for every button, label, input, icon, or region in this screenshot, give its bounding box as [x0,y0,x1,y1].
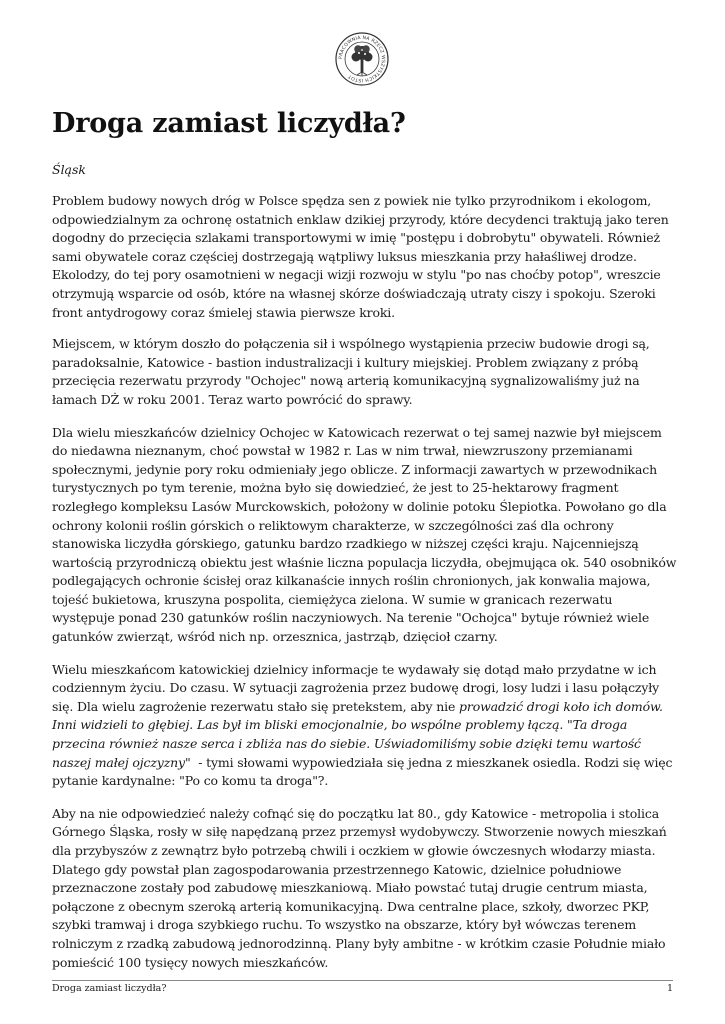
footer-divider [52,980,673,981]
footer-page-number: 1 [666,983,673,994]
logo-graphic [335,32,389,86]
paragraph-1: Problem budowy nowych dróg w Polsce spędza sen z powiek nie tylko przyrodnikom i ekologom, odpowiedzialnym za ochronę ostatnich enklaw dzikiej przyrody, które decydenci traktują jako teren dogodny do przecięcia szlakami transportowymi w imię "postępu i dobrobytu" obywateli. Również sami obywatele coraz częściej dostrzegają wątpliwy luksus mieszkania przy hałaśliwej drodze. Ekolodzy, do tej pory osamotnieni w negacji wizji rozwoju w stylu "po nas choćby potop", wreszcie otrzymują wsparcie od osób, które na własnej skórze doświadczają utraty ciszy i spokoju. Szeroki front antydrogowy coraz śmielej stawia pierwsze kroki. [52,193,669,320]
paragraph-2: Miejscem, w którym doszło do połączenia sił i wspólnego wystąpienia przeciw budowie drogi są, paradoksalnie, Katowice - bastion industralizacji i kultury miejskiej. Problem związany z próbą przecięcia rezerwatu przyrody "Ochojec" nową arterią komunikacyjną sygnalizowaliśmy już na łamach DŻ w roku 2001. Teraz warto powrócić do sprawy. [52,336,650,407]
paragraph-4-text-a: Wielu mieszkańcom katowickiej dzielnicy informacje te wydawały się dotąd mało przydatne w ich codziennym życiu. Do czasu. W sytuacji zagrożenia przez budowę drogi, losy ludzi i lasu połączyły się. Dla wielu zagrożenie rezerwatu stało się pretekstem, aby nie [52,661,660,714]
paragraph-4-text-b: - tymi słowami wypowiedziała się jedna z mieszkanek osiedla. Rodzi się więc pytanie kardynalne: "Po co komu ta droga"?. [52,754,677,789]
tree-seal-icon [335,32,389,86]
logo-ring-text: PRACOWNIA NA RZECZ WSZYSTKICH ISTOT [338,35,386,83]
paragraph-4-quote: prowadzić drogi koło ich domów. Inni widzieli to głębiej. Las był im bliski emocjonalnie, bo wspólne problemy łączą. "Ta droga przecina również nasze serca i zbliża nas do siebie. Uświadomiliśmy sobie dzięki temu wartość naszej małej ojczyzny" [52,698,663,770]
footer-title: Droga zamiast liczydła? [52,983,167,994]
article-region: Śląsk [52,162,87,177]
article-body [52,192,678,986]
paragraph-3: Dla wielu mieszkańców dzielnicy Ochojec w Katowicach rezerwat o tej samej nazwie był miejscem do niedawna nieznanym, choć powstał w 1982 r. Las w nim trwał, niewzruszony przemianami społecznymi, jedynie pory roku odmieniały jego oblicze. Z informacji zawartych w przewodnikach turystycznych po tym terenie, można było się dowiedzieć, że jest to 25-hektarowy fragment rozległego kompleksu Lasów Murckowskich, położony w dolinie potoku Ślepiotka. Powołano go dla ochrony kolonii roślin górskich o reliktowym charakterze, w szczególności zaś dla ochrony stanowiska liczydła górskiego, gatunku bardzo rzadkiego w niższej części kraju. Najcenniejszą wartością przyrodniczą obiektu jest właśnie liczna populacja liczydła, obejmująca ok. 540 osobników podlegających ochronie ścisłej oraz kilkanaście innych roślin chronionych, jak konwalia majowa, tojeść bukietowa, kruszyna pospolita, ciemiężyca zielona. W sumie w granicach rezerwatu występuje ponad 230 gatunków roślin naczyniowych. Na terenie "Ochojca" bytuje również wiele gatunków zwierząt, wśród nich np. orzesznica, jastrząb, dzięcioł czarny. [52,424,677,645]
article-title: Droga zamiast liczydła? [52,108,406,139]
paragraph-4 [52,661,678,791]
paragraph-5: Aby na nie odpowiedzieć należy cofnąć się do początku lat 80., gdy Katowice - metropolia i stolica Górnego Śląska, rosły w siłę napędzaną przez przemysł wydobywczy. Stworzenie nowych mieszkań dla przybyszów z zewnątrz było potrzebą chwili i oczkiem w głowie ówczesnych włodarzy miasta. Dlatego gdy powstał plan zagospodarowania przestrzennego Katowic, dzielnice południowe przeznaczone zostały pod zabudowę mieszkaniową. Miało powstać tutaj drugie centrum miasta, połączone z obecnym szeroką arterią komunikacyjną. Dwa centralne place, szkoły, dworzec PKP, szybki tramwaj i droga szybkiego ruchu. To wszystko na obszarze, który był wówczas terenem rolniczym z rzadką zabudową jednorodzinną. Plany były ambitne - w krótkim czasie Południe miało pomieścić 100 tysięcy nowych mieszkańców. [52,805,667,970]
